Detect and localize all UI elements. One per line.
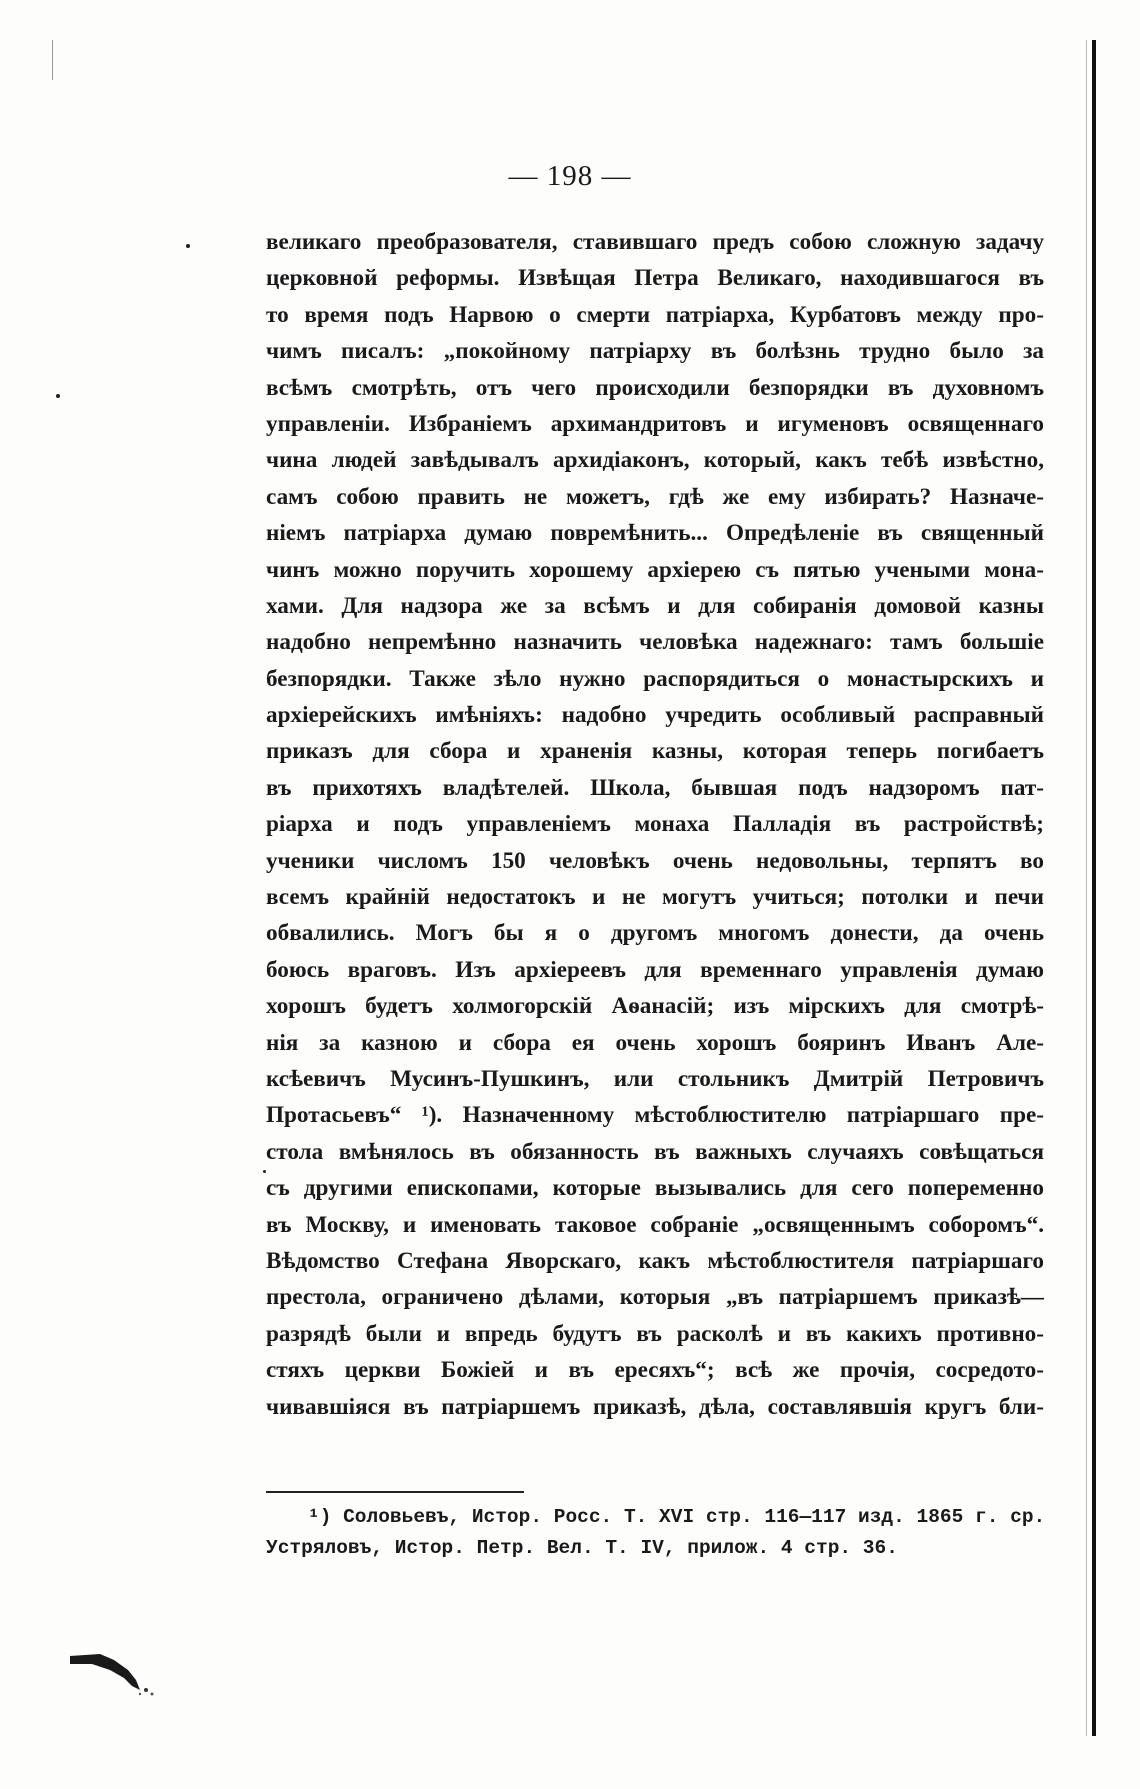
body-line: Протасьевъ“ ¹). Назначенному мѣстоблюстителю патріаршаго пре- [266,1102,1044,1129]
body-line: разрядѣ были и впредь будутъ въ расколѣ и въ какихъ противно- [266,1320,1044,1347]
body-line: боюсь враговъ. Изъ архіереевъ для временнаго управленія думаю [266,956,1044,983]
body-line: ксѣевичъ Мусинъ-Пушкинъ, или стольникъ Дмитрій Петровичъ [266,1065,1044,1092]
body-line: всемъ крайній недостатокъ и не могутъ учиться; потолки и печи [266,884,1044,911]
body-line: всѣмъ смотрѣть, отъ чего происходили безпорядки въ духовномъ [266,374,1044,401]
body-line: стяхъ церкви Божіей и въ ересяхъ“; всѣ же прочія, сосредото- [266,1357,1044,1384]
body-line: чинъ можно поручить хорошему архіерею съ пятью учеными мона- [266,556,1044,583]
body-line: въ Москву, и именовать таковое собраніе „освященнымъ соборомъ“. [266,1211,1044,1238]
body-line: престола, ограничено дѣлами, которыя „въ патріаршемъ приказѣ— [266,1284,1044,1311]
body-line: архіерейскихъ имѣніяхъ: надобно учредить особливый расправный [266,702,1044,729]
page-number: — 198 — [508,160,632,192]
body-line: чина людей завѣдывалъ архидіаконъ, который, какъ тебѣ извѣстно, [266,447,1044,474]
body-line: хами. Для надзора же за всѣмъ и для собиранія домовой казны [266,592,1044,619]
scan-smudge [70,1650,160,1696]
body-line: великаго преобразователя, ставившаго предъ собою сложную задачу [266,229,1044,255]
scan-edge-right [1092,40,1096,1736]
body-line: управленіи. Избраніемъ архимандритовъ и игуменовъ освященнаго [266,410,1044,437]
body-line: надобно непремѣнно назначить человѣка надежнаго: тамъ большіе [266,629,1044,656]
body-line: приказъ для сбора и храненія казны, которая теперь погибаетъ [266,738,1044,765]
body-line: нія за казною и сбора ея очень хорошъ бояринъ Иванъ Але- [266,1029,1044,1056]
body-line: церковной реформы. Извѣщая Петра Великаго, находившагося въ [266,265,1044,292]
body-line: обвалились. Могъ бы я о другомъ многомъ донести, да очень [266,920,1044,947]
body-line: хорошъ будетъ холмогорскій Аѳанасій; изъ мірскихъ для смотрѣ- [266,993,1044,1020]
body-line: чимъ писалъ: „покойному патріарху въ болѣзнь трудно было за [266,338,1044,365]
scan-edge-left [52,40,53,80]
body-line: ученики числомъ 150 человѣкъ очень недовольны, терпятъ во [266,847,1044,874]
footnote-line: Устряловъ, Истор. Петр. Вел. Т. IV, прилож. 4 стр. 36. [266,1537,898,1559]
footnote-divider [266,1491,524,1493]
body-line: безпорядки. Также зѣло нужно распорядиться о монастырскихъ и [266,665,1044,692]
footnote [266,1502,1044,1564]
body-line: съ другими епископами, которые вызывались для сего попеременно [266,1175,1044,1202]
body-line: ніемъ патріарха думаю повремѣнить... Опредѣленіе въ священный [266,520,1044,547]
body-line: Вѣдомство Стефана Яворскаго, какъ мѣстоблюстителя патріаршаго [266,1247,1044,1274]
body-text [266,224,1044,1425]
body-line: самъ собою править не можетъ, гдѣ же ему избирать? Назначе- [266,483,1044,510]
body-line: стола вмѣнялось въ обязанность въ важныхъ случаяхъ совѣщаться [266,1138,1044,1165]
body-line: чивавшіяся въ патріаршемъ приказѣ, дѣла, составлявшія кругъ бли- [266,1393,1044,1420]
scan-speck [186,244,190,248]
scan-edge-right-shadow [1086,40,1087,1736]
footnote-line: ¹) Соловьевъ, Истор. Росс. Т. XVI стр. 116—117 изд. 1865 г. ср. [308,1506,1046,1528]
body-line: то время подъ Нарвою о смерти патріарха, Курбатовъ между про- [266,301,1044,328]
scan-speck [56,394,60,398]
body-line: ріарха и подъ управленіемъ монаха Палладія въ растройствѣ; [266,811,1044,838]
body-line: въ прихотяхъ владѣтелей. Школа, бывшая подъ надзоромъ пат- [266,774,1044,801]
